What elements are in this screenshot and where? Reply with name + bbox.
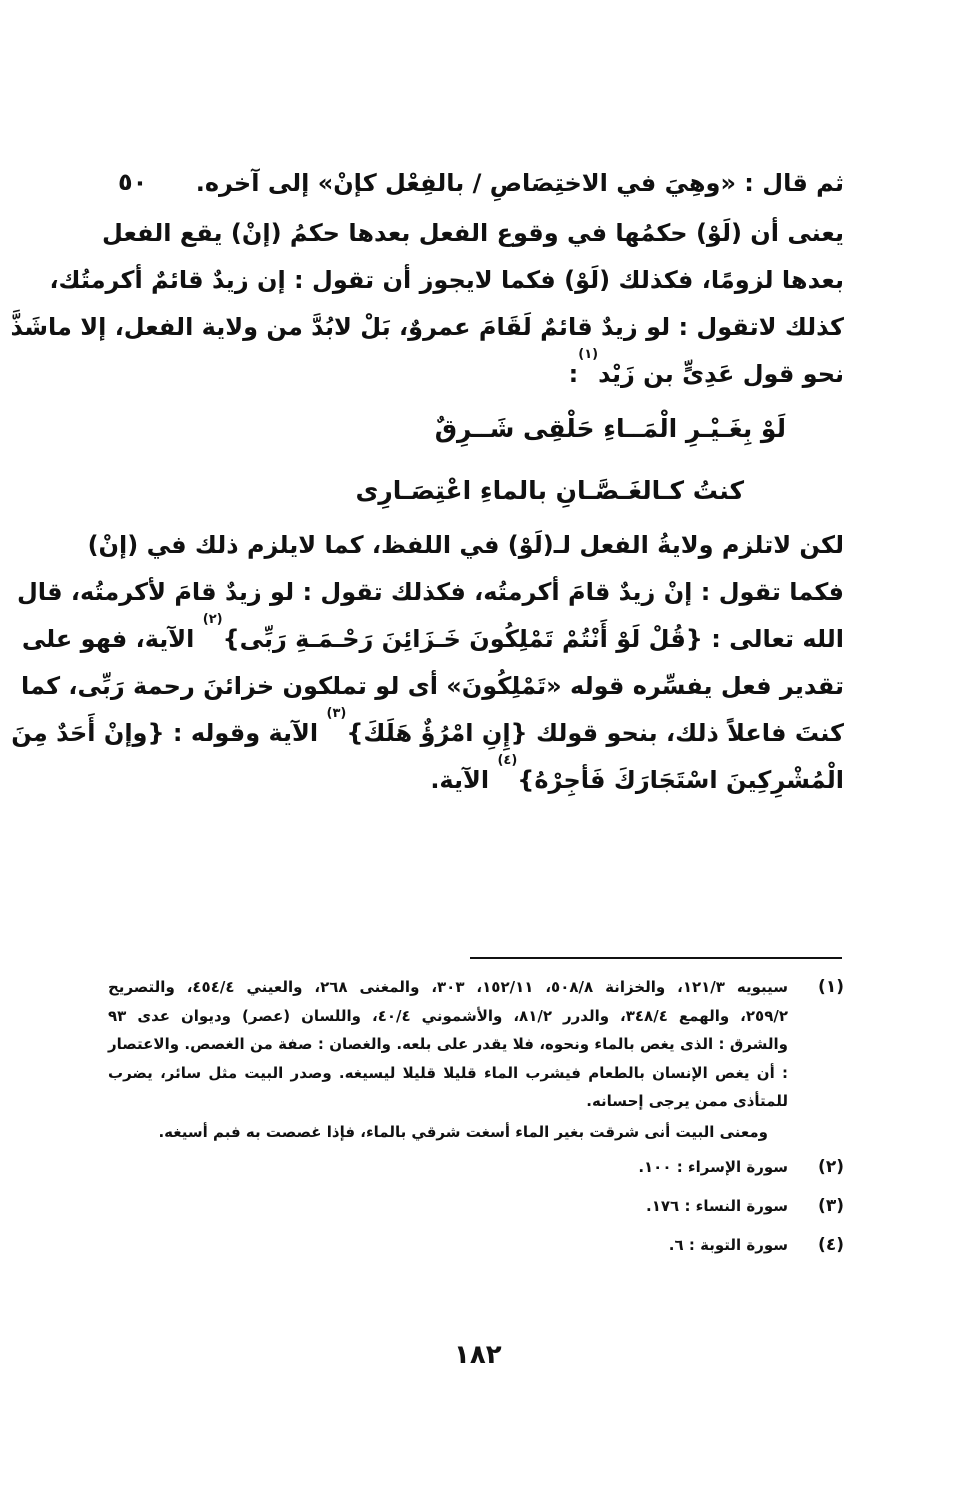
- line-text: الآية، فهو على: [21, 625, 195, 653]
- footnote-number: (٤): [818, 1234, 844, 1255]
- paragraph-line: [11, 706, 844, 757]
- paragraph-line: [21, 612, 844, 663]
- page-number: ١٨٢: [454, 1340, 502, 1370]
- footnote-line: سورة النساء : ١٧٦.: [646, 1196, 788, 1215]
- line-text: الآية.: [430, 766, 490, 794]
- footnote-1: [108, 973, 844, 1116]
- footnote-3: [108, 1187, 844, 1226]
- main-text: [10, 160, 844, 804]
- footnote-line: ٢٥٩/٢، والهمع ٣٤٨/٤، والدرر ٨١/٢، والأشموني ٤٠/٤، واللسان (عصر) وديوان عدى ٩٣: [108, 1006, 788, 1025]
- footnote-line: سيبويه ١٢١/٣، والخزانة ٥٠٨/٨، ١٥٢/١١، ٣٠٣، والمغنى ٢٦٨، والعيني ٤٥٤/٤، والتصريح: [108, 978, 788, 996]
- paragraph-line: [122, 347, 844, 398]
- paragraph-line: [122, 753, 844, 804]
- paragraph-line: فكما تقول : إنْ زيدٌ قامَ أكرمتُه، فكذلك تقول : لو زيدٌ قامَ لأكرمتُه، قال: [16, 578, 844, 606]
- line-text: الآية وقوله : {وإنْ أَحَدٌ مِنَ: [11, 719, 319, 747]
- footnote-line: والشرق : الذى يغص بالماء ونحوه، فلا يقدر على بلعه. والغصان : صفة من الغصص. والاعتصار: [108, 1035, 788, 1053]
- line-text: :: [568, 360, 579, 388]
- footnote-number: (٢): [818, 1156, 844, 1177]
- footnote-ref[interactable]: (٢): [202, 612, 223, 627]
- footnote-divider: [470, 957, 842, 959]
- footnote-ref[interactable]: (١): [578, 347, 599, 362]
- footnote-line: : أن يغص الإنسان بالطعام فيشرب الماء قليلا قليلا ليسيغه. وصدر البيت مثل سائر، يضرب: [108, 1063, 788, 1082]
- margin-number: ٥٠: [118, 168, 148, 196]
- verse-first-hemistich: لَوْ بِغَـيْـرِ الْمَــاءِ حَلْقِى شَــرِقٌ: [434, 414, 786, 443]
- quran-quote: الْمُشْرِكِينَ اسْتَجَارَكَ فَأجِرْهُ}: [517, 766, 844, 794]
- paragraph-line: تقدير فعل يفسِّره قوله «تَمْلِكُونَ» أى لو تملكون خزائنَ رحمة رَبِّى، كما: [21, 672, 844, 700]
- paragraph-line: بعدها لزومًا، فكذلك (لَوْ) فكما لايجوز أن تقول : إن زيدٌ قائمٌ أكرمتُك،: [49, 266, 844, 294]
- footnote-line: للمتأذى ممن يرجى إحسانه.: [586, 1092, 788, 1110]
- intro-line: ثم قال : «وهِيَ في الاختِصَاصِ / بالفِعْل كإنْ» إلى آخره.: [195, 169, 844, 197]
- verse-second-hemistich: كنتُ كـالغَـصَّـانِ بالماءِ اعْتِصَـارِى: [355, 476, 744, 505]
- line-text: نحو قول عَدِىٍّ بن زَيْد: [598, 360, 844, 388]
- footnote-ref[interactable]: (٣): [326, 706, 347, 721]
- footnote-line: سورة الإسراء : ١٠٠.: [638, 1157, 788, 1176]
- footnote-4: [108, 1226, 844, 1265]
- footnote-number: (٣): [818, 1195, 844, 1216]
- footnotes: [108, 973, 844, 1265]
- paragraph-line: لكن لاتلزم ولايةُ الفعل لـ(لَوْ) في اللفظ، كما لايلزم ذلك في (إنْ): [87, 531, 844, 559]
- footnote-number: (١): [818, 977, 844, 997]
- footnote-continuation: ومعنى البيت أنى شرقت بغير الماء أسغت شرقي بالماء، فإذا غصصت به فبم أسيغه.: [158, 1122, 768, 1141]
- paragraph-line: يعنى أن (لَوْ) حكمُها في وقوع الفعل بعدها حكمُ (إنْ) يقع الفعل: [102, 219, 844, 247]
- footnote-2: [108, 1148, 844, 1187]
- footnote-line: سورة التوبة : ٦.: [668, 1235, 788, 1254]
- quran-quote: الله تعالى : {قُلْ لَوْ أَنْتُمْ تَمْلِكُونَ خَـزَائِنَ رَحْـمَـةِ رَبِّى}: [222, 625, 844, 653]
- paragraph-line: كذلك لاتقول : لو زيدٌ قائمٌ لَقَامَ عمروٌ، بَلْ لابُدَّ من ولاية الفعل، إلا ماشَذَّ: [10, 313, 844, 341]
- footnote-ref[interactable]: (٤): [497, 753, 518, 768]
- line-text: كنتَ فاعلاً ذلك، بنحو قولك {إِنِ امْرُؤٌ هَلَكَ}: [346, 719, 844, 747]
